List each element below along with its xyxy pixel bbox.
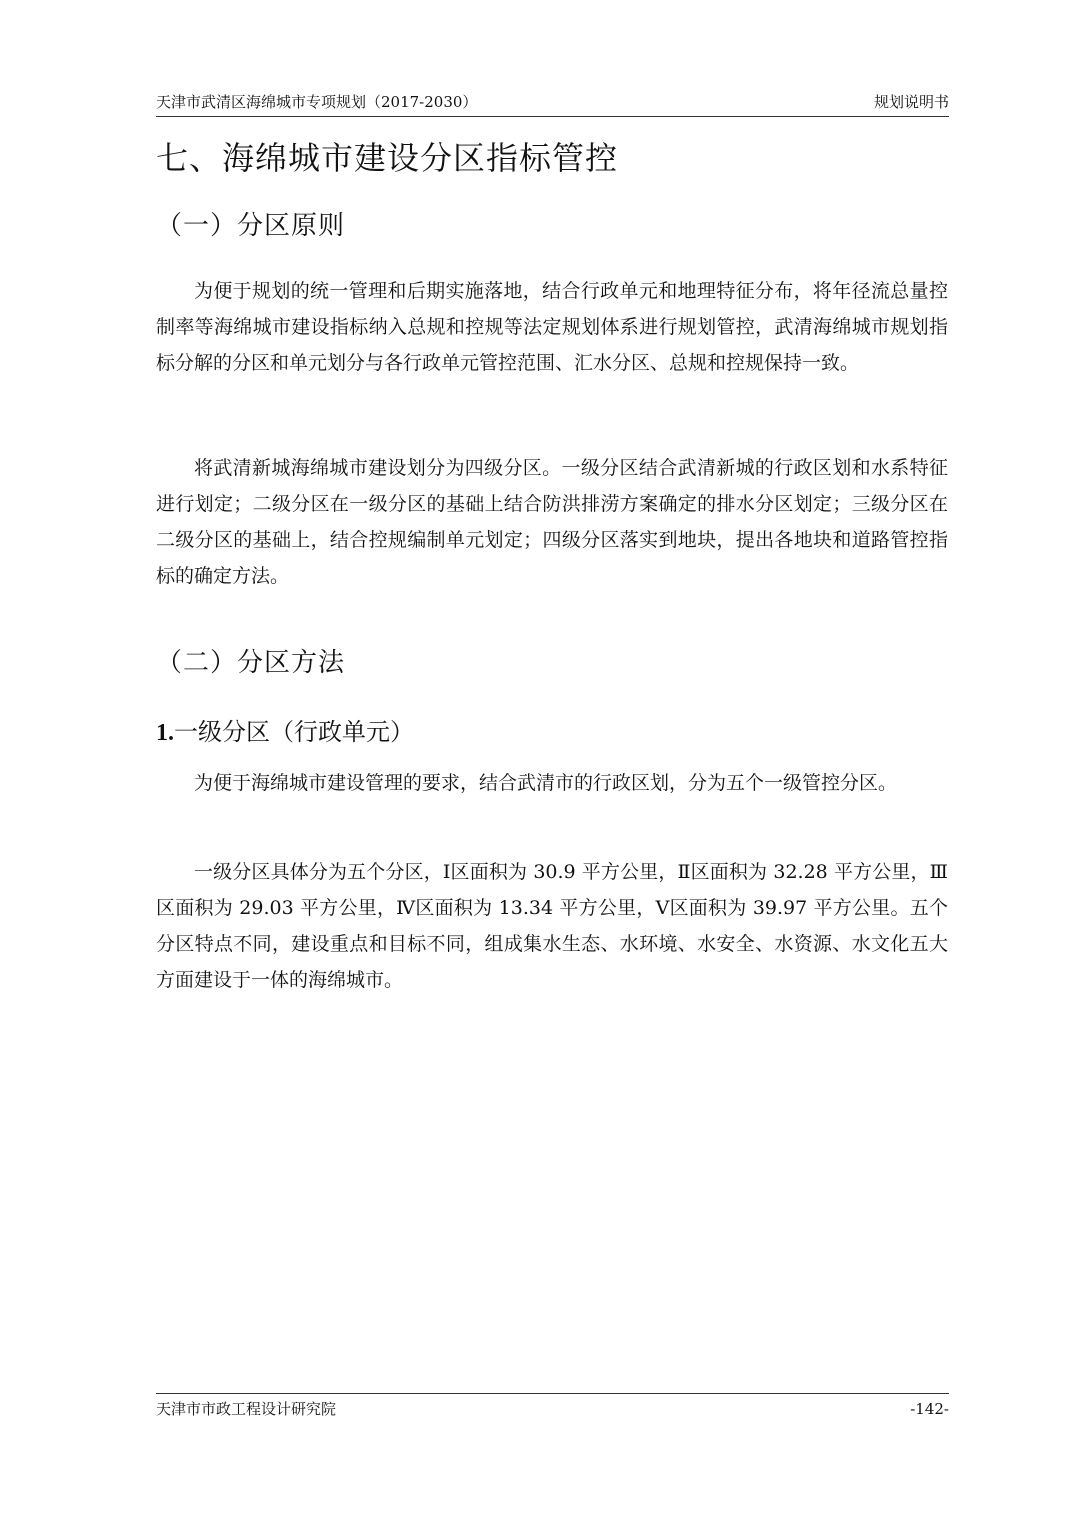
paragraph-principles-1: 为便于规划的统一管理和后期实施落地，结合行政单元和地理特征分布，将年径流总量控制率等海绵城市建设指标纳入总规和控规等法定规划体系进行规划管控，武清海绵城市规划指标分解的分区和单元划分与各行政单元管控范围、汇水分区、总规和控规保持一致。 <box>156 280 948 374</box>
subsection-title-text: 一级分区（行政单元） <box>174 718 414 746</box>
subsection-number: 1. <box>156 720 174 746</box>
section-title-methods: （二）分区方法 <box>156 648 346 678</box>
page-header <box>156 92 949 117</box>
paragraph-level-one-1: 为便于海绵城市建设管理的要求，结合武清市的行政区划，分为五个一级管控分区。 <box>194 772 898 794</box>
section-title-principles: （一）分区原则 <box>156 211 346 241</box>
page-footer <box>156 1393 949 1420</box>
subsection-title-level-one <box>156 715 414 750</box>
paragraph-level-one-2: 一级分区具体分为五个分区，Ⅰ区面积为 30.9 平方公里，Ⅱ区面积为 32.28 平方公里，Ⅲ区面积为 29.03 平方公里，Ⅳ区面积为 13.34 平方公里，Ⅴ区面积为 39.97 平方公里。五个分区特点不同，建设重点和目标不同，组成集水生态、水环境、水安全、水资源、水文化五大方面建设于一体的海绵城市。 <box>156 861 948 991</box>
chapter-title: 七、海绵城市建设分区指标管控 <box>156 139 619 177</box>
header-document-type: 规划说明书 <box>873 93 949 111</box>
header-document-title: 天津市武清区海绵城市专项规划（2017-2030） <box>156 93 478 111</box>
footer-organization: 天津市市政工程设计研究院 <box>156 1400 337 1418</box>
paragraph-principles-2: 将武清新城海绵城市建设划分为四级分区。一级分区结合武清新城的行政区划和水系特征进行划定；二级分区在一级分区的基础上结合防洪排涝方案确定的排水分区划定；三级分区在二级分区的基础上，结合控规编制单元划定；四级分区落实到地块，提出各地块和道路管控指标的确定方法。 <box>156 457 948 587</box>
page-number: -142- <box>910 1400 949 1418</box>
